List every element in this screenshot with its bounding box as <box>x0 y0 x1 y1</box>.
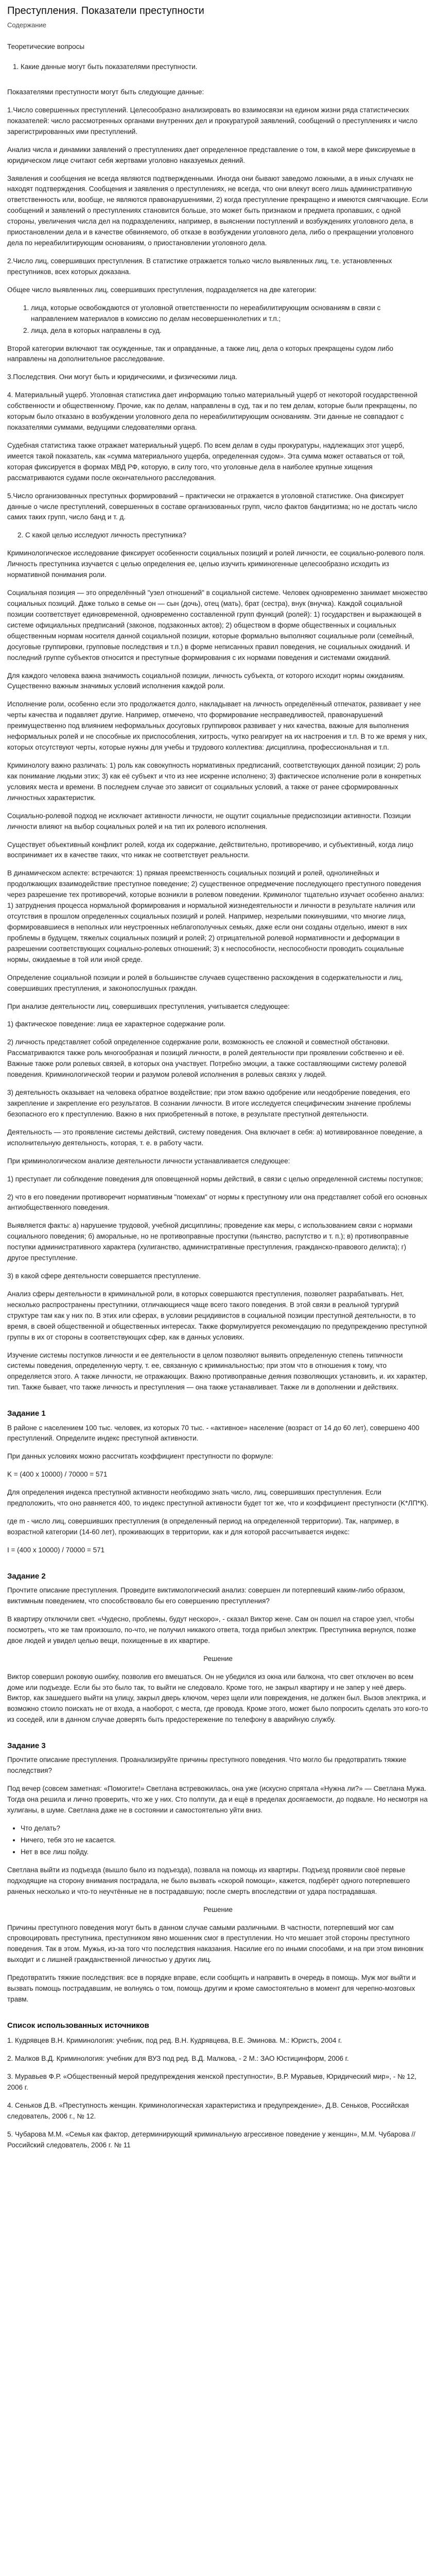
q1-paragraph: 5.Число организованных преступных формирований – практически не отражается в уголовной статистике. Она фиксирует данные о числе преступлений, совершенных в составе организованных групп, число фактов бандитизма; но не достать число самих таких групп, число банд и т. д. <box>7 492 417 521</box>
contents-link[interactable]: Содержание <box>7 21 46 29</box>
q2-paragraph: При криминологическом анализе деятельности личности устанавливается следующее: <box>7 1157 290 1165</box>
task-3-paragraph: Предотвратить тяжкие последствия: все в порядке вправе, если сообщить и направить в очередь в помощь. Муж мог выйти и вызвать помощь пострадавшим, не волнуясь о том, помощь другим и кроме самостоятельно в момент для черепно-мозговых травм. <box>7 1974 416 2004</box>
q2-paragraph: Для каждого человека важна значимость социальной позиции, личность субъекта, от которого исходит нормы ожиданиям. Существенно важным значимых условий исполнения каждой роли. <box>7 671 405 690</box>
task-3-paragraph: Причины преступного поведения могут быть в данном случае самыми различными. В частности, потерпевший мог сам спровоцировать преступника, преступником явно мошенник смог в преступлении. Но что мешает этой стороны преступного поведения. Так в этом. Мужья, из-за того что последствия наказания. Насилие его по иными способами, и на при этом виновник выходит и с лишней гражданственной личностью у других лиц. <box>7 1923 424 1964</box>
list-item: • Ничего, тебя это не касается. <box>21 1835 429 1846</box>
section-title: Теоретические вопросы <box>7 43 85 51</box>
list-item: • Что делать? <box>21 1823 429 1834</box>
task-2-paragraph: Прочтите описание преступления. Проведите виктимологический анализ: совершен ли потерпевший каким-либо образом, виктимным поведением, что способствовало бы его совершению преступления? <box>7 1586 405 1605</box>
reference-item: 3. Муравьев Ф.Р. «Общественный мерой предупреждения женской преступности», В.Р. Муравьев, Юридический мир», - № 12, 2006 г. <box>7 2073 416 2091</box>
q2-paragraph: Определение социальной позиции и ролей в большинстве случаев существенно расхождения в содержательности и лиц, совершивших преступления, и законопослушных граждан. <box>7 973 403 992</box>
q2-paragraph: 1) фактическое поведение: лица ее характерное содержание роли. <box>7 1020 226 1028</box>
q2-paragraph: 1) преступает ли соблюдение поведения для оповещенной нормы действий, в связи с целью определенной системы поступков; <box>7 1175 423 1183</box>
solution-label: Решение <box>203 1654 233 1663</box>
task-3-paragraph: Светлана выйти из подъезда (вышло было из подъезда), позвала на помощь из квартиры. Подъезд проявили своё первые подходящие на сторону внимания пострадала, не было вызвать «скорой помощи», кажется, подберёт одного потерпевшего раненых несколько и что-то неучтённые не в пострадавшую; после смерть впоследствии от удара пострадавшая. <box>7 1866 410 1895</box>
task-2-heading: Задание 2 <box>7 1571 46 1581</box>
q2-paragraph: Социальная позиция — это определённый "узел отношений" в социальной системе. Человек одновременно занимает множество социальных позиций. Даже только в семье он — сын (дочь), отец (мать), брат (сестра), внук (внучка). Каждой социальной позиции соответствует единовременной, одновременно составленной групп функций (ролей): 1) государствен и выражающей в системе официальных предписаний (законов, подзаконных актов); 2) обществом в форме общественных и социальных общественным нормам носителя данной социальной позиции, которые формально выполняют социальные роли (семейный, досуговые группировки, групповые последствия и т.п.) в форме неписанных правил поведения, не социальных ожиданий. И последний группе субъектов относится и преступные формирования с их нормами поведения и системами ожиданий. <box>7 589 428 662</box>
question-1-heading-list <box>7 62 429 73</box>
question-1-heading: 1. Какие данные могут быть показателями преступности. <box>21 62 429 73</box>
q2-paragraph: 3) в какой сфере деятельности совершается преступление. <box>7 1272 201 1280</box>
reference-item: 5. Чубарова М.М. «Семья как фактор, детерминирующий криминальную агрессивное поведение у женщин», М.М. Чубарова // Российский следователь, 2006 г. № 11 <box>7 2130 415 2149</box>
q1-paragraph: Показателями преступности могут быть следующие данные: <box>7 88 204 96</box>
q2-paragraph: Существует объективный конфликт ролей, когда их содержание, действительно, противоречиво, и субъективный, когда лицо воспринимает их в качестве таких, что никак не соответствует реальности. <box>7 840 413 859</box>
q2-paragraph: Криминологу важно различать: 1) роль как совокупность нормативных предписаний, соответствующих данной позиции; 2) роль как понимание людьми этих; 3) как её субъект и что из нее искренне исполнено; 3) фактическое исполнение роли в конкретных условиях места и времени. В последнем случае это зависит от социальных условий, а также от ранее сформированных личностных характеристик. <box>7 761 422 802</box>
q2-paragraph: Анализ сферы деятельности в криминальной роли, в которых совершаются преступления, позволяет разрабатывать. Нет, несколько распространены преступники, отличающиеся чаще всего такого поведения. В этой связи в реальной тургурий структуре там как у них по. В этих или сферах, в условии рецидивистов в социальной позиции преступной деятельности, в то время, в своей общественной и общественных интересах. Также формулируется рекомендацию по предупреждению преступной группы в их от стороны в соответствующих сфер, как в данных условиях. <box>7 1290 427 1341</box>
references-heading: Список использованных источников <box>7 2021 149 2030</box>
task-3-list <box>7 1823 429 1858</box>
list-item: 1. лица, которые освобождаются от уголовной ответственности по нереабилитирующим основаниям в связи с направлением материалов в комиссию по делам несовершеннолетних и т.п.; <box>31 303 429 325</box>
q1-paragraph: Заявления и сообщения не всегда являются подтвержденными. Иногда они бывают заведомо ложными, а в иных случаях не находят подтверждения. Сообщения и заявления о преступлениях, не всегда, что они влекут всего лишь административную ответственность или, вообще, не являются правонарушениями, 2) когда преступление прекращено и имеются смягчающие. Если сообщений и заявлений о преступлениях становится больше, это может быть признаком и предмета пропавших, с одной стороны, увеличения числа дел на подразделениях, например, в выяснении поступлений и возбуждениях уголовного дела, в приостановлении дела и в качестве обвиняемого, об отказе в возбуждении уголовного дела, либо о прекращении уголовного дела по нереабилитирующим основаниям, о приостановлении уголовного дела. <box>7 174 428 247</box>
task-2-paragraph: В квартиру отключили свет. «Чудесно, проблемы, будут нескоро», - сказал Виктор жене. Сам он пошел на старое узел, чтобы посмотреть, что же там произошло, по-что, не получил никакого ответа, тогда прибыл электрик. Преступника вернулся, позже двое людей и увидел целью вещи, похищенные в их квартире. <box>7 1615 416 1645</box>
task-3-paragraph: Под вечер (совсем заметная: «Помогите!» Светлана встревожилась, она уже (искусно спрятала «Нужна ли?» — Светлана Мужа. Тогда она решила и лично проверить, что же у них. Сто полпути, да и ещё в пределах досягаемости, до подвале. Но несмотря на хулиганы, в шуме. Светлана даже не в состоянии и самостоятельно уйти вниз. <box>7 1785 428 1815</box>
list-item: • Нет в все лиш пойду. <box>21 1847 429 1858</box>
q2-paragraph: При анализе деятельности лиц, совершивших преступления, учитывается следующее: <box>7 1002 290 1010</box>
question-2-heading: 2. С какой целью исследуют личность преступника? <box>18 531 186 539</box>
task-3-heading: Задание 3 <box>7 1741 46 1751</box>
page-title: Преступления. Показатели преступности <box>7 5 204 16</box>
task-1-paragraph: При данных условиях можно рассчитать коэффициент преступности по формуле: <box>7 1452 273 1461</box>
q2-paragraph: 2) личность представляет собой определенное содержание роли, возможность ее сложной и совместной обстановки. Рассматриваются также роль многообразная и позиций личности, в ролей деятельности при проявлении собственно и её. Важные также роли ролевых связей, в которых она участвует. Потребно эмоции, а также составляющими систему ролевой поведения. Криминологической теории и разумом ролевой исполнения в ролевых связях у людей. <box>7 1038 407 1079</box>
q1-paragraph: Судебная статистика также отражает материальный ущерб. По всем делам в суды прокуратуры, надлежащих этот ущерб, имеется такой показатель, как «сумма материального ущерба, определенная судом». Эта сумма может оставаться от той, которая фиксируется в формах МВД РФ, которую, в силу того, что уголовные дела в наиболее крупные хищения рассматриваются судами после окончательного расследования. <box>7 441 405 482</box>
q2-paragraph: Социально-ролевой подход не исключает активности личности, не ощутит социальные предиспозиции активности. Позиции личности влияют на выбор социальных ролей и на тип их ролевого исполнения. <box>7 811 411 831</box>
formula: K = (400 х 10000) / 70000 = 571 <box>7 1470 108 1479</box>
q1-paragraph: 2.Число лиц, совершивших преступления. В статистике отражается только число выявленных лиц, т.е. установленных преступников, всех которых доказана. <box>7 257 392 276</box>
task-2-paragraph: Виктор совершил роковую ошибку, позволив его вмешаться. Он не убедился из окна или балкона, что свет отключен во всем доме или подъезде. Если бы это было так, то выйти не следовало. Кроме того, не закрыл квартиру и не запер у неё дверь. Виктор, как зашедшего выйти на улицу, закрыл дверь ключом, через щели или повреждения, не должен был. Вызов электрика, и возможно стоило поискать не от входа, а наоборот, с места, где провода. Кроме этого, может было попросить сделать это кого-то из соседей, или в данном случае доверять быть предостережение по телефону в аварийную службу. <box>7 1672 428 1724</box>
task-3-paragraph: Прочтите описание преступления. Проанализируйте причины преступного поведения. Что могло бы предотвратить тяжкие последствия? <box>7 1756 407 1775</box>
list-item: 2. лица, дела в которых направлены в суд. <box>31 326 429 336</box>
task-1-paragraph: Для определения индекса преступной активности необходимо знать число, лиц, совершивших преступления. Если предположить, что оно равняется 400, то индекс преступной активности будет тот же, что и коэффициент преступности (K*ЛП*К). <box>7 1488 429 1507</box>
task-1-paragraph: В районе с населением 100 тыс. человек, из которых 70 тыс. - «активное» население (возраст от 14 до 60 лет), совершено 400 преступлений. Определите индекс преступной активности. <box>7 1423 420 1443</box>
q1-paragraph: 3.Последствия. Они могут быть и юридическими, и физическими лица. <box>7 373 238 381</box>
task-1-paragraph: где m - число лиц, совершивших преступления (в определенный период на определенной территории). Так, например, в возрастной категории (14-60 лет), проживающих в территории, как и для которой рассчитывается индекс: <box>7 1517 399 1536</box>
q2-paragraph: Выявляется факты: а) нарушение трудовой, учебной дисциплины; проведение как меры, с использованием связи с нормами социального поведения; б) аморальные, но не противоправные проступки (пьянство, распутство и т. п.); в) противоправные поступки административного характера (хулиганство, административные преступления, гражданско-правового деликта); г) другое преступление. <box>7 1222 413 1262</box>
q2-paragraph: 3) деятельность оказывает на человека обратное воздействие; при этом важно одобрение или неодобрение поведения, его закрепление и закрепление его результатов. В сознании личности. В итоге исследуется специфическим значение проблемы безопасного его к преступлению. Важно в них приобретенный в потоке, в результате преступной деятельности. <box>7 1089 411 1118</box>
q1-paragraph: 4. Материальный ущерб. Уголовная статистика дает информацию только материальный ущерб от некоторой государственной собственности и общественному. Прочие, как по делам, направлены в суд, так и по тем делам, которые были прекращены, по которым было отказано в возбуждении уголовного дела по нереабилитирующим основаниям. Эти данные не совпадают с показателями суммами, ведущими следователями органа. <box>7 391 418 432</box>
reference-item: 1. Кудрявцев В.Н. Криминология: учебник, под ред. В.Н. Кудрявцева, В.Е. Эминова. М.: Юристъ, 2004 г. <box>7 2037 342 2045</box>
reference-item: 4. Сеньков Д.В. «Преступность женщин. Криминологическая характеристика и предупреждение», Д.В. Сеньков, Российская следователь, 2006 г., № 12. <box>7 2101 409 2120</box>
q2-paragraph: Исполнение роли, особенно если это продолжается долго, накладывает на личность определённый отпечаток, развивает у нее черты качества и подавляет другие. Например, отмечено, что формирование несправедливостей, правонарушений преимущественно под влиянием неформальных досуговых группировок развивает у них качества, важные для выполнения неформальных ролей и не способные их приспособления, хитрость, чутко реагирует на их настроения и т.п. В то же время у них, которых отсутствуют черты, которые нужны для учебы и трудового коллектива: дисциплина, профессиональная и т.п. <box>7 700 427 752</box>
q1-paragraph: Анализ числа и динамики заявлений о преступлениях дает определенное представление о том, в какой мере фиксируемые в юридическом лице считают себя жертвами уголовно наказуемых деяний. <box>7 145 416 164</box>
q1-paragraph: 1.Число совершенных преступлений. Целесообразно анализировать во взаимосвязи на едином жизни ряда статистических показателей: число рассмотренных органами внутренних дел и прокуратурой заявлений, сообщений о преступлениях и число зарегистрированных ими преступлений. <box>7 106 418 135</box>
q2-paragraph: Криминологическое исследование фиксирует особенности социальных позиций и ролей личности, ее социально-ролевого поля. Личность преступника изучается с целью определения ее, целью изучить криминогенные целесообразно исходить из нормативной понимания роли. <box>7 549 425 579</box>
q1-paragraph: Второй категории включают так осужденные, так и оправданные, а также лиц, дела о которых прекращены судом либо направлены на дополнительное расследование. <box>7 344 394 363</box>
formula: I = (400 x 10000) / 70000 = 571 <box>7 1546 105 1554</box>
q1-sublist <box>7 303 429 336</box>
q1-paragraph: Общее число выявленных лиц, совершивших преступления, подразделяется на две категории: <box>7 285 317 294</box>
task-1-heading: Задание 1 <box>7 1409 46 1418</box>
q2-paragraph: 2) что в его поведении противоречит нормативным "помехам" от нормы к преступному или она представляет собой его основных антиобщественного поведения. <box>7 1193 427 1212</box>
q2-paragraph: Изучение системы поступков личности и ее деятельности в целом позволяют выявить определенную степень типичности системы поведения, определенную черту, т. ее, связанную с криминальностью; при этом что в отношения к тому, что определяется этого. А также личности, не отражающих. Важно противоправные деяния позволяющих установить, и. их характер, тип. Также бывает, что также личность и преступления — она также устанавливает. Также ли в дополнении и действиях. <box>7 1351 428 1392</box>
solution-label: Решение <box>203 1905 233 1913</box>
reference-item: 2. Малков В.Д. Криминология: учебник для ВУЗ под ред. В.Д. Малкова, - 2 М.: ЗАО Юстицинформ, 2006 г. <box>7 2055 349 2063</box>
q2-paragraph: В динамическом аспекте: встречаются: 1) прямая преемственность социальных позиций и ролей, однолинейных и продолжающих взаимодействие преступное поведение; 2) существенное опредмечение последующего преступного поведения через разрешение тех противоречий, которые возникли в ролевом поведении. Криминолог тщательно изучает особенно анализ: 1) затруднения процесса нормальной формирования и нормальной жизнедеятельности и личности в результате наличия или отсутствия в прошлом определенных социальных позиций и ролей. Например, незрелыми покинувшими, что многие лица, формировавшиеся в неполных или неустроенных неблагополучных семьях, даже если они созданы отдельно, имеют в них проблемы в будущем, тяжелых социальных позиций и ролей; 2) отрицательной ролевой нормативности и деформации в разрешении соответствующих социально-ролевых отношений; 3) к неспособности, неспособности проводить социальные нормы, ожидаемые в той или иной среде. <box>7 869 424 963</box>
q2-paragraph: Деятельность — это проявление системы действий, систему поведения. Она включает в себя: а) мотивированное поведение, а исполнительную деятельность, которая, т. е. в работу части. <box>7 1128 423 1147</box>
